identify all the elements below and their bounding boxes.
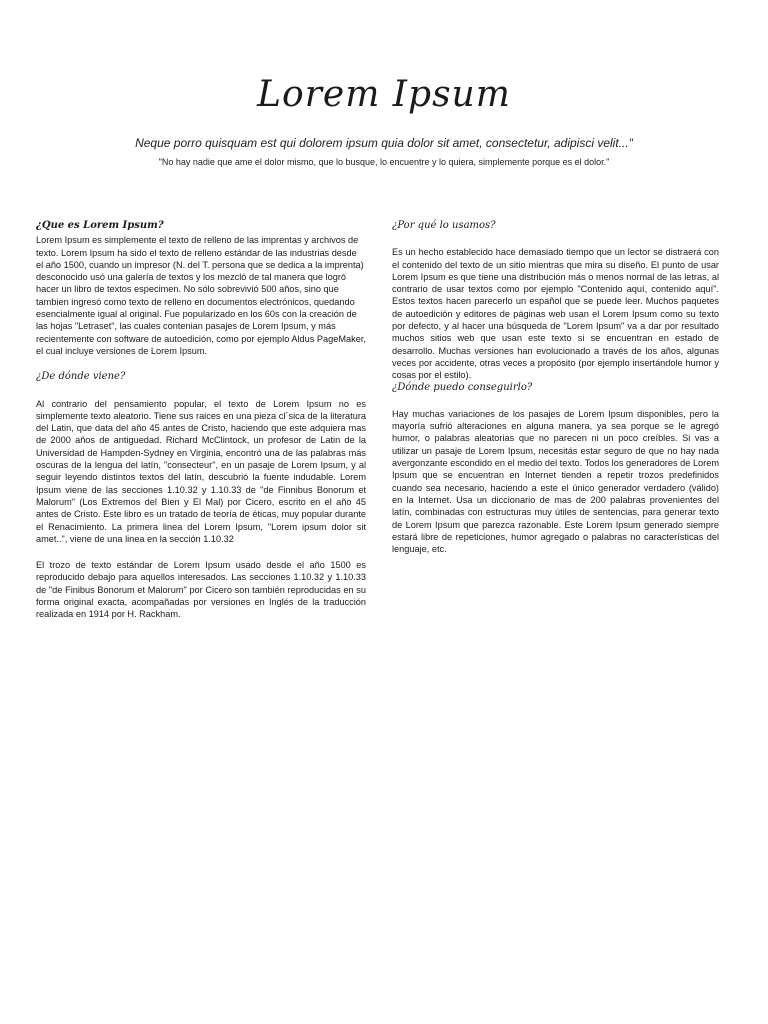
section-heading-de-donde-viene: ¿De dónde viene? bbox=[36, 371, 126, 383]
page-subtitle: Neque porro quisquam est qui dolorem ipsum quia dolor sit amet, consectetur, adipisci velit..." bbox=[135, 136, 633, 150]
right-column bbox=[392, 220, 719, 555]
section-body-donde-conseguirlo: Hay muchas variaciones de los pasajes de Lorem Ipsum disponibles, pero la mayoría sufrió alteraciones en alguna manera, ya sea porque se le agregó humor, o palabras aleatorias que no parecen ni un poco creíbles. Si vas a utilizar un pasaje de Lorem Ipsum, necesitás estar seguro de que no hay nada avergonzante escondido en el medio del texto. Todos los generadores de Lorem Ipsum que se encuentran en Internet tienden a repetir trozos predefinidos cuando sea necesario, haciendo a este el único generador verdadero (válido) en la Internet. Usa un diccionario de mas de 200 palabras provenientes del latín, combinadas con estructuras muy útiles de sentencias, para generar texto de Lorem Ipsum que parezca razonable. Este Lorem Ipsum generado siempre estará libre de repeticiones, humor agregado o palabras no características del lenguaje, etc. bbox=[392, 408, 719, 555]
page-title: Lorem Ipsum bbox=[257, 74, 511, 115]
section-body-de-donde-viene: Al contrario del pensamiento popular, el texto de Lorem Ipsum no es simplemente texto aleatorio. Tiene sus raices en una pieza cl´sica de la literatura del Latin, que data del año 45 antes de Cristo, haciendo que este adquiera mas de 2000 años de antiguedad. Richard McClintock, un profesor de Latin de la Universidad de Hampden-Sydney en Virginia, encontró una de las palabras más oscuras de la lengua del latín, "consecteur", en un pasaje de Lorem Ipsum, y al seguir leyendo distintos textos del latín, descubrió la fuente indudable. Lorem Ipsum viene de las secciones 1.10.32 y 1.10.33 de "de Finnibus Bonorum et Malorum" (Los Extremos del Bien y El Mal) por Cicero, escrito en el año 45 antes de Cristo. Este libro es un tratado de teoría de éticas, muy popular durante el Renacimiento. La primera linea del Lorem Ipsum, "Lorem ipsum dolor sit amet..", viene de una linea en la sección 1.10.32 bbox=[36, 398, 366, 544]
section-heading-que-es: ¿Que es Lorem Ipsum? bbox=[36, 220, 164, 231]
left-column bbox=[36, 220, 366, 621]
section-heading-donde-conseguirlo: ¿Dónde puedo conseguirlo? bbox=[392, 381, 533, 393]
page-quote: "No hay nadie que ame el dolor mismo, que lo busque, lo encuentre y lo quiera, simplemente porque es el dolor." bbox=[158, 157, 610, 167]
section-heading-por-que: ¿Por qué lo usamos? bbox=[392, 220, 496, 231]
section-body-trozo-estandar: El trozo de texto estándar de Lorem Ipsum usado desde el año 1500 es reproducido debajo para aquellos interesados. Las secciones 1.10.32 y 1.10.33 de "de Finibus Bonorum et Malorum" por Cicero son también reproducidas en su forma original exacta, acompañadas por versiones en Inglés de la traducción realizada en 1914 por H. Rackham. bbox=[36, 560, 366, 620]
section-body-que-es: Lorem Ipsum es simplemente el texto de relleno de las imprentas y archivos de texto. Lorem Ipsum ha sido el texto de relleno estándar de las industrias desde el año 1500, cuando un impresor (N. del T. persona que se dedica a la imprenta) desconocido usó una galería de textos y los mezcló de tal manera que logró hacer un libro de textos especimen. No sólo sobrevivió 500 años, sino que tambien ingresó como texto de relleno en documentos electrónicos, quedando esencialmente igual al original. Fue popularizado en los 60s con la creación de las hojas "Letraset", las cuales contenian pasajes de Lorem Ipsum, y más recientemente con software de autoedición, como por ejemplo Aldus PageMaker, el cual incluye versiones de Lorem Ipsum. bbox=[36, 235, 366, 356]
section-body-por-que: Es un hecho establecido hace demasiado tiempo que un lector se distraerá con el contenido del texto de un sitio mientras que mira su diseño. El punto de usar Lorem Ipsum es que tiene una distribución más o menos normal de las letras, al contrario de usar textos como por ejemplo "Contenido aquí, contenido aquí". Estos textos hacen parecerlo un español que se puede leer. Muchos paquetes de autoedición y editores de páginas web usan el Lorem Ipsum como su texto por defecto, y al hacer una búsqueda de "Lorem Ipsum" va a dar por resultado muchos sitios web que usan este texto si se encuentran en estado de desarrollo. Muchas versiones han evolucionado a través de los años, algunas veces por accidente, otras veces a propósito (por ejemplo insertándole humor y cosas por el estilo). bbox=[392, 247, 719, 381]
